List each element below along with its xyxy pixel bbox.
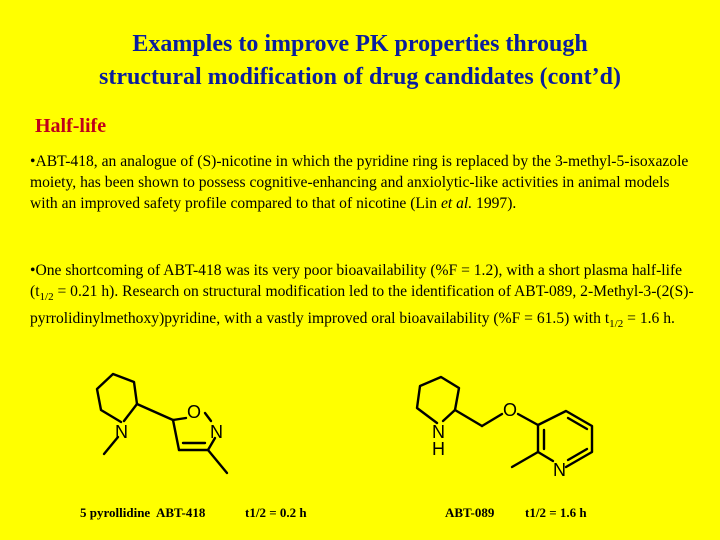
isoxazole-oxygen: O xyxy=(187,402,202,422)
ether-oxygen: O xyxy=(503,400,518,420)
ether-bond-1 xyxy=(482,414,502,426)
bullet-marker: • xyxy=(30,262,36,279)
half-life-subscript: 1/2 xyxy=(609,318,624,331)
pyrrolidine-nitrogen: N xyxy=(115,422,128,442)
caption-abt418: 5 pyrollidine ABT-418 xyxy=(80,505,206,520)
bullet1-text-a: ABT-418, an analogue of (S)-nicotine in which the pyridine ring is replaced by the 3-methyl-5-isoxazole moiety, has been shown to possess cognitive-enhancing and anxiolytic-like activities in animal models with an improved safety profile compared to that of nicotine (Lin xyxy=(30,153,689,212)
bullet-marker: • xyxy=(30,153,36,170)
bullet1-italic: et al. xyxy=(440,195,473,212)
bullet2-text-b: = 0.21 h). Research on structural modification led to the identification of ABT-089, 2-Methyl-3-(2(S)-pyrrolidinylmethoxy)pyridine, with a vastly improved oral bioavailability (%F = 61.5) with t xyxy=(30,283,694,328)
bullet2-text-a: One shortcoming of ABT-418 was its very poor bioavailability (%F = 1.2), with a short plasma half-life (t xyxy=(30,262,683,300)
pyrrolidine-hydrogen: H xyxy=(432,439,445,459)
isoxazole-nitrogen: N xyxy=(210,422,223,442)
bullet1-text-b: 1997). xyxy=(472,195,517,212)
bullet2-text-c: = 1.6 h. xyxy=(623,310,675,328)
title-line-1: Examples to improve PK properties through xyxy=(132,31,588,57)
pyrrolidine-nitrogen: N xyxy=(432,422,445,442)
section-heading: Half-life xyxy=(35,115,107,137)
ether-bond-2 xyxy=(518,414,538,425)
methylene-bond xyxy=(455,410,482,426)
pyridine-nitrogen: N xyxy=(553,460,566,480)
caption-abt418-half-life: t1/2 = 0.2 h xyxy=(245,505,307,520)
caption-abt089-half-life: t1/2 = 1.6 h xyxy=(525,505,587,520)
pyrrolidine-ring xyxy=(417,377,459,423)
pyridine-ring xyxy=(538,411,592,467)
pyridine-methyl-bond xyxy=(512,452,538,467)
half-life-subscript: 1/2 xyxy=(39,291,54,304)
caption-abt089: ABT-089 xyxy=(445,505,495,520)
title-line-2: structural modification of drug candidates (cont’d) xyxy=(99,64,621,90)
